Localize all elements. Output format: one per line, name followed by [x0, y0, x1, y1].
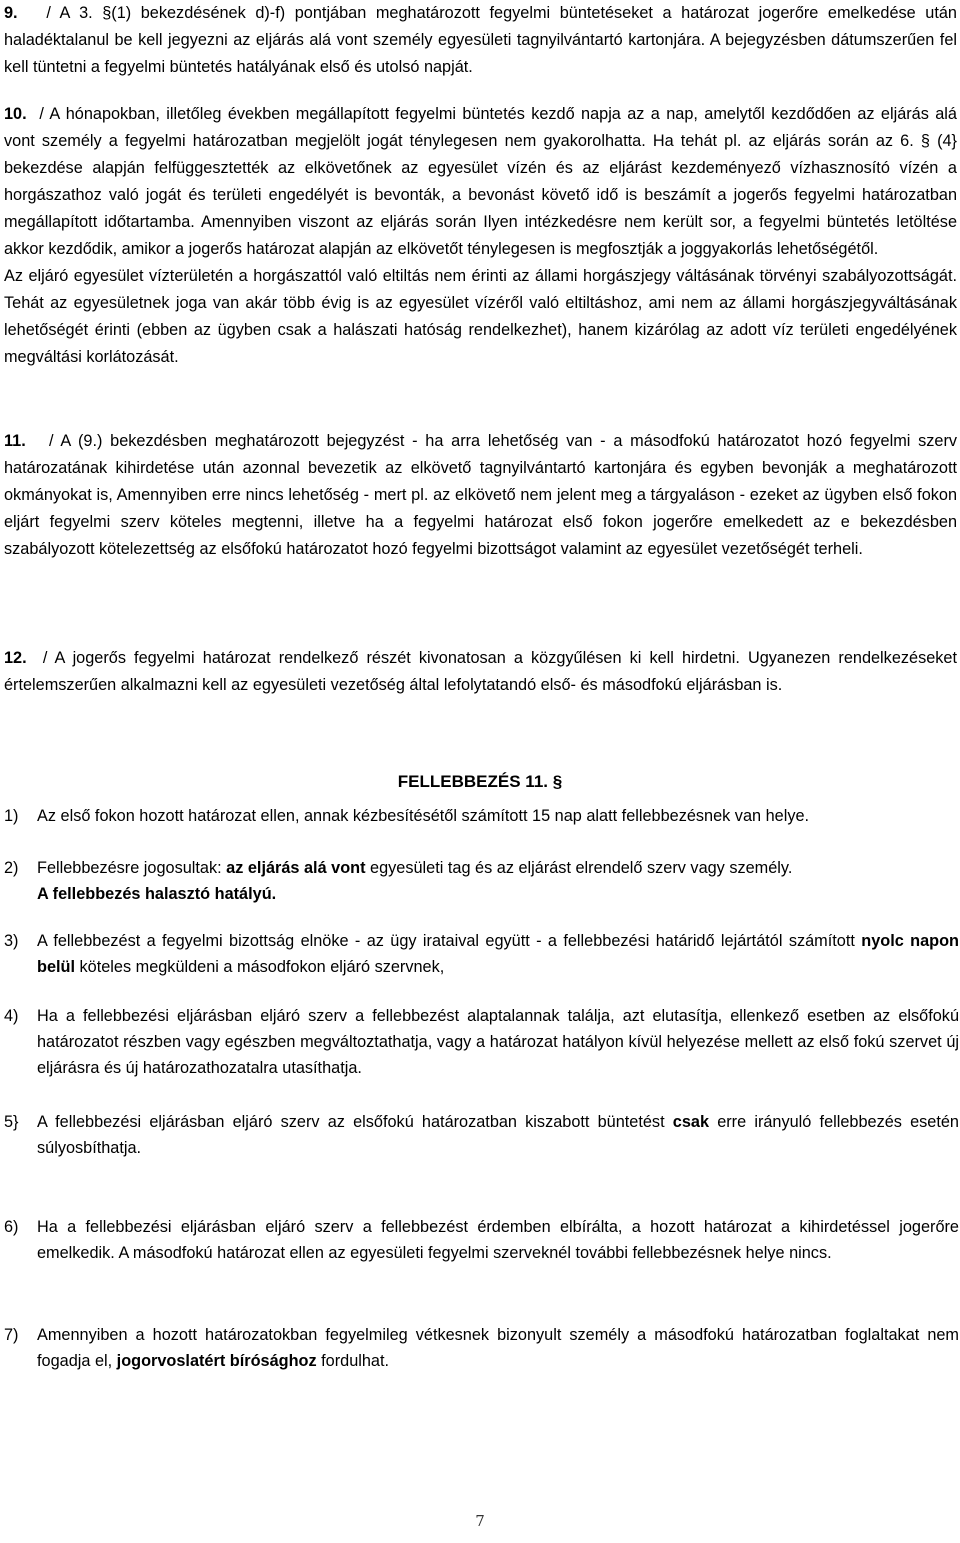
item-text: köteles megküldeni a másodfokon eljáró szervnek, — [75, 958, 445, 976]
list-item — [4, 928, 959, 980]
item-text: Ha a fellebbezési eljárásban eljáró szerv a fellebbezést alaptalannak találja, azt elutasítja, ellenkező esetben az elsőfokú határozatot részben vagy egészben megváltoztathatja, vagy a határozat hatályon kívül helyezése mellett az első fokú szervet új eljárásra és új határozathozatalra utasíthatja. — [37, 1007, 959, 1077]
item-text: A fellebbezési eljárásban eljáró szerv az elsőfokú határozatban kiszabott büntetést — [37, 1113, 673, 1131]
item-number: 5} — [4, 1113, 19, 1131]
item-text: Fellebbezésre jogosultak: — [37, 859, 227, 877]
item-number: 7) — [4, 1326, 19, 1344]
paragraph-9 — [4, 0, 957, 81]
item-text-bold: nyolc napon belül — [37, 932, 960, 976]
item-text: Amennyiben a hozott határozatokban fegyelmileg vétkesnek bizonyult személy a másodfokú határozatban foglaltakat nem fogadja el, — [37, 1326, 959, 1370]
list-item — [4, 1214, 959, 1266]
paragraph-number: 9. — [4, 4, 18, 22]
paragraph-number: 10. — [4, 105, 27, 123]
paragraph-12 — [4, 645, 957, 699]
list-item — [4, 1322, 959, 1374]
item-text: Az első fokon hozott határozat ellen, annak kézbesítésétől számított 15 nap alatt fellebbezésnek van helye. — [37, 807, 810, 825]
list-item — [4, 1109, 959, 1161]
item-number: 1) — [4, 807, 19, 825]
item-text: Ha a fellebbezési eljárásban eljáró szerv a fellebbezést érdemben elbírálta, a hozott határozat a kihirdetéssel jogerőre emelkedik. A másodfokú határozat ellen az egyesületi fegyelmi szerveknél további fellebbezésnek helye nincs. — [37, 1218, 959, 1262]
item-text-bold: A fellebbezés halasztó hatályú. — [37, 885, 277, 903]
item-number: 2) — [4, 859, 19, 877]
paragraph-number: 12. — [4, 649, 27, 667]
paragraph-11 — [4, 428, 957, 563]
item-text: erre irányuló fellebbezés esetén súlyosbíthatja. — [37, 1113, 959, 1157]
item-number: 3) — [4, 932, 19, 950]
list-item — [4, 803, 959, 829]
paragraph-text-continued: Az eljáró egyesület vízterületén a horgászattól való eltiltás nem érinti az állami horgászjegy váltásának törvényi szabályozottságát. Tehát az egyesületnek joga van akár több évig is az egyesület vízéről való eltiltáshoz, ami nem az állami horgászjegyváltásának lehetőségét érinti (ebben az ügyben csak a halászati hatóság rendelkezhet), hanem kizárólag az adott víz területi engedélyének megváltási korlátozását. — [4, 267, 957, 366]
item-text: egyesületi tag és az eljárást elrendelő szerv vagy személy. — [365, 859, 793, 877]
item-text-bold: jogorvoslatért bírósághoz — [116, 1352, 317, 1370]
item-text-bold: az eljárás alá vont — [226, 859, 366, 877]
page-number: 7 — [475, 1512, 485, 1530]
paragraph-10 — [4, 101, 957, 371]
paragraph-number: 11. — [4, 432, 26, 450]
section-heading: FELLEBBEZÉS 11. § — [397, 772, 563, 791]
paragraph-text: / A jogerős fegyelmi határozat rendelkező részét kivonatosan a közgyűlésen ki kell hirdetni. Ugyanezen rendelkezéseket értelemszerűen alkalmazni kell az egyesületi vezetőség által lefolytatandó első- és másodfokú eljárásban is. — [4, 649, 957, 694]
item-number: 4) — [4, 1007, 19, 1025]
item-number: 6) — [4, 1218, 19, 1236]
list-item — [4, 855, 959, 907]
paragraph-text: / A (9.) bekezdésben meghatározott bejegyzést - ha arra lehetőség van - a másodfokú határozatot hozó fegyelmi szerv határozatának kihirdetése után azonnal bevezetik az elkövető tagnyilvántartó kartonjára és egyben bevonják a meghatározott okmányokat is, Amennyiben erre nincs lehetőség - mert pl. az elkövető nem jelent meg a tárgyaláson - ezeket az ügyben első fokon eljárt fegyelmi szerv köteles megtenni, illetve ha a fegyelmi határozat első fokon jogerőre emelkedett az e bekezdésben szabályozott kötelezettség az elsőfokú határozatot hozó fegyelmi bizottságot valamint az egyesület vezetőségét terheli. — [4, 432, 958, 558]
paragraph-text: / A 3. §(1) bekezdésének d)-f) pontjában meghatározott fegyelmi büntetéseket a határozat jogerőre emelkedése után haladéktalanul be kell jegyezni az eljárás alá vont személy egyesületi tagnyilvántartó kartonjára. A bejegyzésben dátumszerűen fel kell tüntetni a fegyelmi büntetés hatályának első és utolsó napját. — [4, 4, 957, 76]
item-text: A fellebbezést a fegyelmi bizottság elnöke - az ügy irataival együtt - a fellebbezési határidő lejártától számított — [37, 932, 862, 950]
paragraph-text: / A hónapokban, illetőleg években megállapított fegyelmi büntetés kezdő napja az a nap, amelytől kezdődően az eljárás alá vont személy a fegyelmi határozatban megjelölt jogát ténylegesen nem gyakorolhatta. Ha tehát pl. az eljárás során az 6. § (4} bekezdése alapján felfüggesztették az elkövetőnek az egyesület vízén és az eljárást kezdeményező vízhasznosító vízén a horgászathoz való jogát és területi engedélyét is bevonták, a bevonást követő idő is beszámít a jogerős fegyelmi határozatban megállapított időtartamba. Amennyiben viszont az eljárás során Ilyen intézkedésre nem került sor, a fegyelmi büntetés letöltése akkor kezdődik, amikor a jogerős határozat alapján az elkövetőt ténylegesen is megfosztják a joggyakorlás lehetőségétől. — [4, 105, 957, 258]
item-text: fordulhat. — [316, 1352, 390, 1370]
list-item — [4, 1003, 959, 1081]
item-text-bold: csak — [672, 1113, 710, 1131]
